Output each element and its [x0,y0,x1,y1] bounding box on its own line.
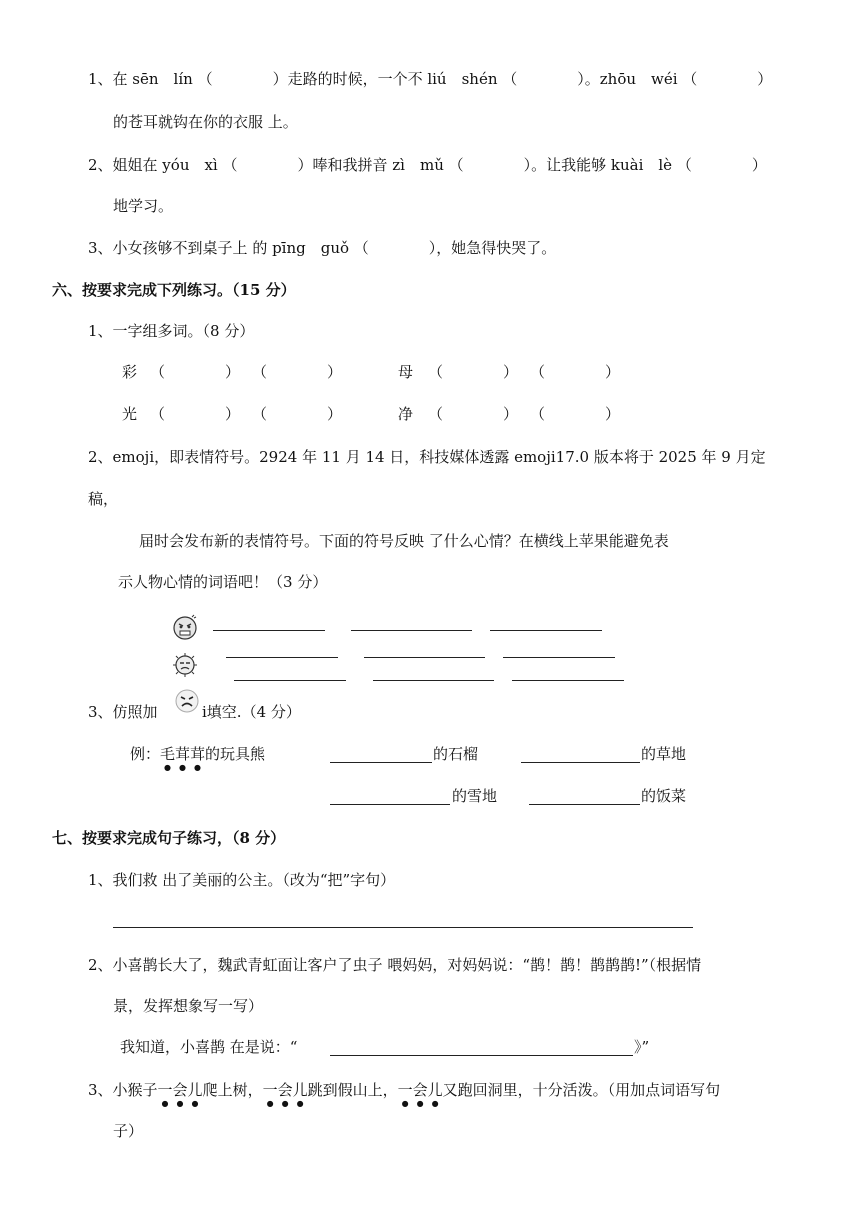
word-char-jing: 净 [398,405,414,423]
section-6-heading: 六、按要求完成下列练习。（15 分） [52,281,296,299]
angry-face-icon [172,614,198,640]
answer-line[interactable] [351,630,472,631]
section-7-heading: 七、按要求完成句子练习，（8 分） [52,829,286,847]
q3-text: 又跑回洞里，十分活泼。（用加点词语写句 [442,1081,721,1099]
word-blank[interactable]: （ ） [150,363,241,381]
question-5-2-line-2: 地学习。 [113,197,174,215]
answer-line[interactable] [234,680,346,681]
q3-dotted-word: 一会儿 [157,1081,203,1099]
question-5-3: 3、小女孩够不到桌子上 的 pīng guǒ （ ），她急得快哭了。 [88,239,557,257]
question-6-2-line-1: 2、emoji，即表情符号。2924 年 11 月 14 日，科技媒体透露 emoji17.0 版本将于 2025 年 9 月定 [88,448,766,466]
q3-text: 3、小猴子 [88,1081,158,1099]
word-blank[interactable]: （ ） [530,363,621,381]
question-6-2-line-4: 示人物心情的词语吧！（3 分） [118,573,328,591]
word-blank[interactable]: （ ） [252,363,343,381]
fill-blank-line[interactable] [330,804,450,805]
answer-line[interactable] [213,630,325,631]
q3-text: 跳到假山上， [307,1081,398,1099]
question-6-2-line-3: 届时会发布新的表情符号。下面的符号反映 了什么心情？在横线上苹果能避免表 [139,532,669,550]
question-7-2-answer-prefix: 我知道，小喜鹊 在是说：“ [120,1038,298,1056]
fill-blank-line[interactable] [330,762,432,763]
word-blank[interactable]: （ ） [252,405,343,423]
q3-text: 爬上树， [202,1081,263,1099]
q3-dotted-word: 一会儿 [397,1081,443,1099]
example-dotted-word: 毛茸茸 [160,745,206,763]
answer-line[interactable] [503,657,615,658]
fill-blank-line[interactable] [521,762,640,763]
fill-label-meal: 的饭菜 [641,787,687,805]
question-7-3-line-2: 子） [113,1122,144,1140]
sweating-face-icon [172,652,198,678]
fill-label-pomegranate: 的石榴 [433,745,479,763]
fill-label-grass: 的草地 [641,745,687,763]
answer-line[interactable] [330,1055,633,1056]
question-7-1: 1、我们救 出了美丽的公主。（改为“把”字句） [88,871,396,889]
word-blank[interactable]: （ ） [428,363,519,381]
example-line [130,744,265,772]
answer-line[interactable] [373,680,494,681]
question-7-2-line-1: 2、小喜鹊长大了，魏武青虹面让客户了虫子 喂妈妈，对妈妈说：“鹊！鹊！鹊鹊鹊!”（根据情 [88,956,702,974]
q3-dotted-word: 一会儿 [262,1081,308,1099]
word-char-cai: 彩 [122,363,138,381]
answer-line[interactable] [364,657,485,658]
word-blank[interactable]: （ ） [530,405,621,423]
fill-blank-line[interactable] [529,804,640,805]
word-blank[interactable]: （ ） [150,405,241,423]
fill-label-snow: 的雪地 [452,787,498,805]
example-suffix: 的玩具熊 [205,745,266,763]
answer-line[interactable] [512,680,624,681]
answer-line[interactable] [226,657,338,658]
question-7-2-line-2: 景，发挥想象写一写） [113,997,264,1015]
question-5-2-line-1: 2、姐姐在 yóu xì （ ）唪和我拼音 zì mǔ （ ）。让我能够 kuài lè （ ） [88,156,767,174]
question-6-3-title-b: i填空.（4 分） [202,703,301,721]
answer-line[interactable] [490,630,602,631]
question-6-1-title: 1、一字组多词。（8 分） [88,322,255,340]
answer-line[interactable] [113,927,693,928]
word-char-mu: 母 [398,363,414,381]
question-7-2-answer-suffix: 》” [634,1038,650,1056]
upset-face-icon [174,688,200,714]
question-6-3-title-a: 3、仿照加 [88,703,158,721]
question-5-1-line-1: 1、在 sēn lín （ ）走路的时候，一个不 liú shén （ ）。zhōu wéi （ ） [88,70,773,88]
question-7-3-line-1 [88,1080,720,1108]
word-char-guang: 光 [122,405,138,423]
word-blank[interactable]: （ ） [428,405,519,423]
example-prefix: 例： [130,745,161,763]
question-5-1-line-2: 的苍耳就钩在你的衣服 上。 [113,113,298,131]
question-6-2-line-2: 稿， [88,490,119,508]
